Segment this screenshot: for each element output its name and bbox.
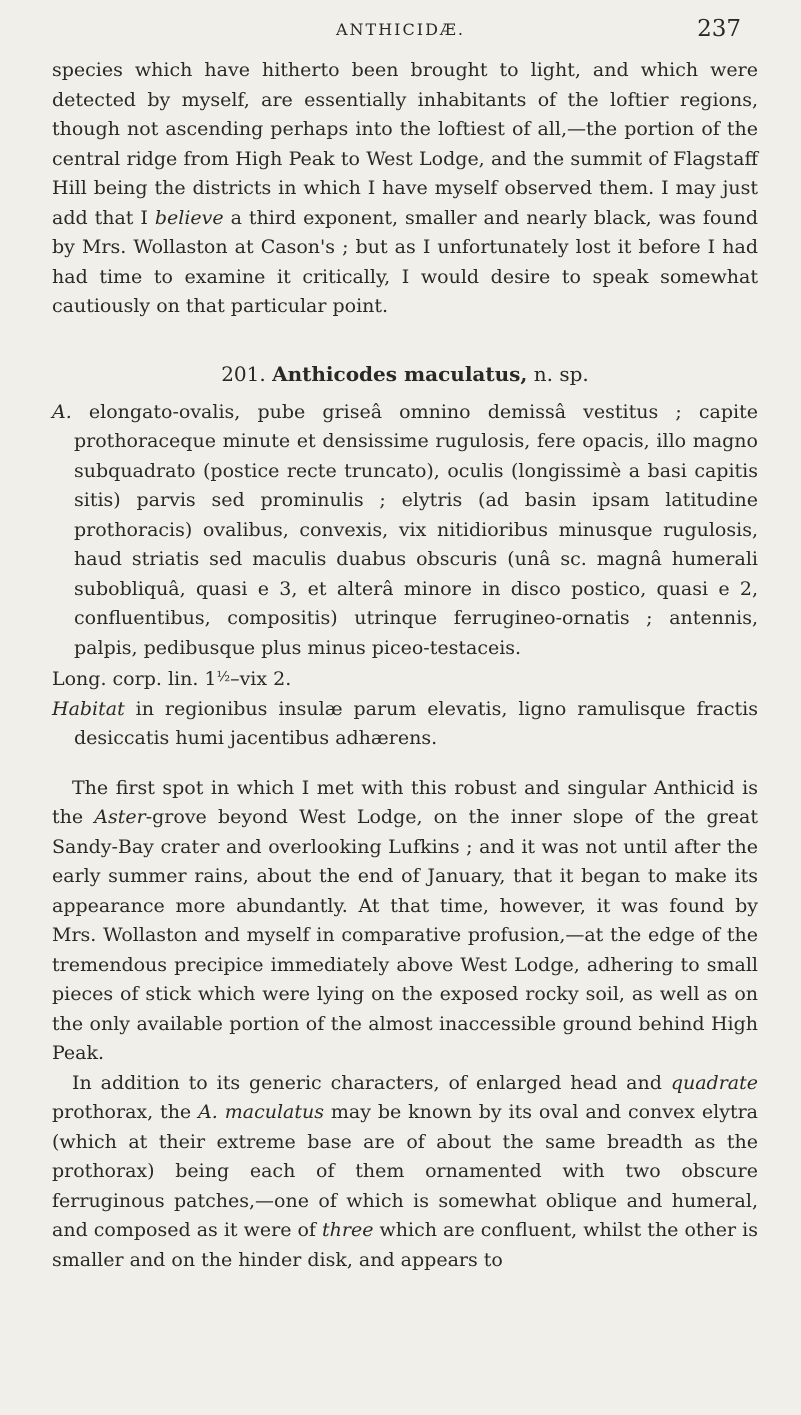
genus-abbreviation: A.: [52, 400, 72, 423]
latin-text: elongato-ovalis, pube griseâ omnino demissâ vestitus ; capite prothoraceque minute et densissime rugulosis, fere opacis, illo magno subquadrato (postice recte truncato), oculis (longissimè a basi capitis sitis) parvis sed prominulis ; elytris (ad basin ipsam latitudine prothoracis) ovalibus, convexis, vix nitidioribus minusque rugulosis, haud striatis sed maculis duabus obscuris (unâ sc. magnâ humerali subobliquâ, quasi e 3, et alterâ minore in disco postico, quasi e 2, confluentibus, compositis) utrinque ferrugineo-ornatis ; antennis, palpis, pedibusque plus minus piceo-testaceis.: [71, 400, 758, 659]
paragraph-first-spot: The first spot in which I met with this robust and singular Anthicid is the Aster-grove beyond West Lodge, on the inner slope of the great Sandy-Bay crater and overlooking Lufkins ; and it was not until after the early summer rains, about the end of January, that it began to make its appearance more abundantly. At that time, however, it was found by Mrs. Wollaston and myself in comparative profusion,—at the edge of the tremendous precipice immediately above West Lodge, adhering to small pieces of stick which were lying on the exposed rocky soil, as well as on the only available portion of the almost inaccessible ground behind High Peak.: [52, 776, 758, 1064]
page-body: [52, 56, 758, 1275]
species-note: n. sp.: [533, 361, 589, 386]
length-line: Long. corp. lin. $1^{\frac{1}{2}}$–vix 2.: [52, 668, 292, 690]
running-head-title: ANTHICIDÆ.: [336, 20, 465, 39]
species-heading: [52, 362, 758, 386]
paragraph-characters: In addition to its generic characters, of enlarged head and quadrate prothorax, the A. maculatus may be known by its oval and convex elytra (which at their extreme base are of about the same breadth as the prothorax) being each of them ornamented with two obscure ferruginous patches,—one of which is somewhat oblique and humeral, and composed as it were of three which are confluent, whilst the other is smaller and on the hinder disk, and appears to: [52, 1071, 758, 1271]
habitat-line: Habitat in regionibus insulæ parum elevatis, ligno ramulisque fractis desiccatis humi jacentibus adhærens.: [52, 697, 758, 749]
paragraph-intro: species which have hitherto been brought to light, and which were detected by myself, are essentially inhabitants of the loftier regions, though not ascending perhaps into the loftiest of all,—the portion of the central ridge from High Peak to West Lodge, and the summit of Flagstaff Hill being the districts in which I have myself observed them. I may just add that I believe a third exponent, smaller and nearly black, was found by Mrs. Wollaston at Cason's ; but as I unfortunately lost it before I had had time to examine it critically, I would desire to speak somewhat cautiously on that particular point.: [52, 59, 758, 317]
habitat-label: Habitat: [52, 697, 125, 720]
page-number: 237: [697, 16, 741, 42]
latin-description: [52, 398, 758, 754]
running-head: [0, 14, 801, 44]
species-number: 201.: [221, 361, 266, 386]
emphasis-believe: believe: [154, 206, 224, 229]
species-name: Anthicodes maculatus,: [272, 361, 528, 386]
